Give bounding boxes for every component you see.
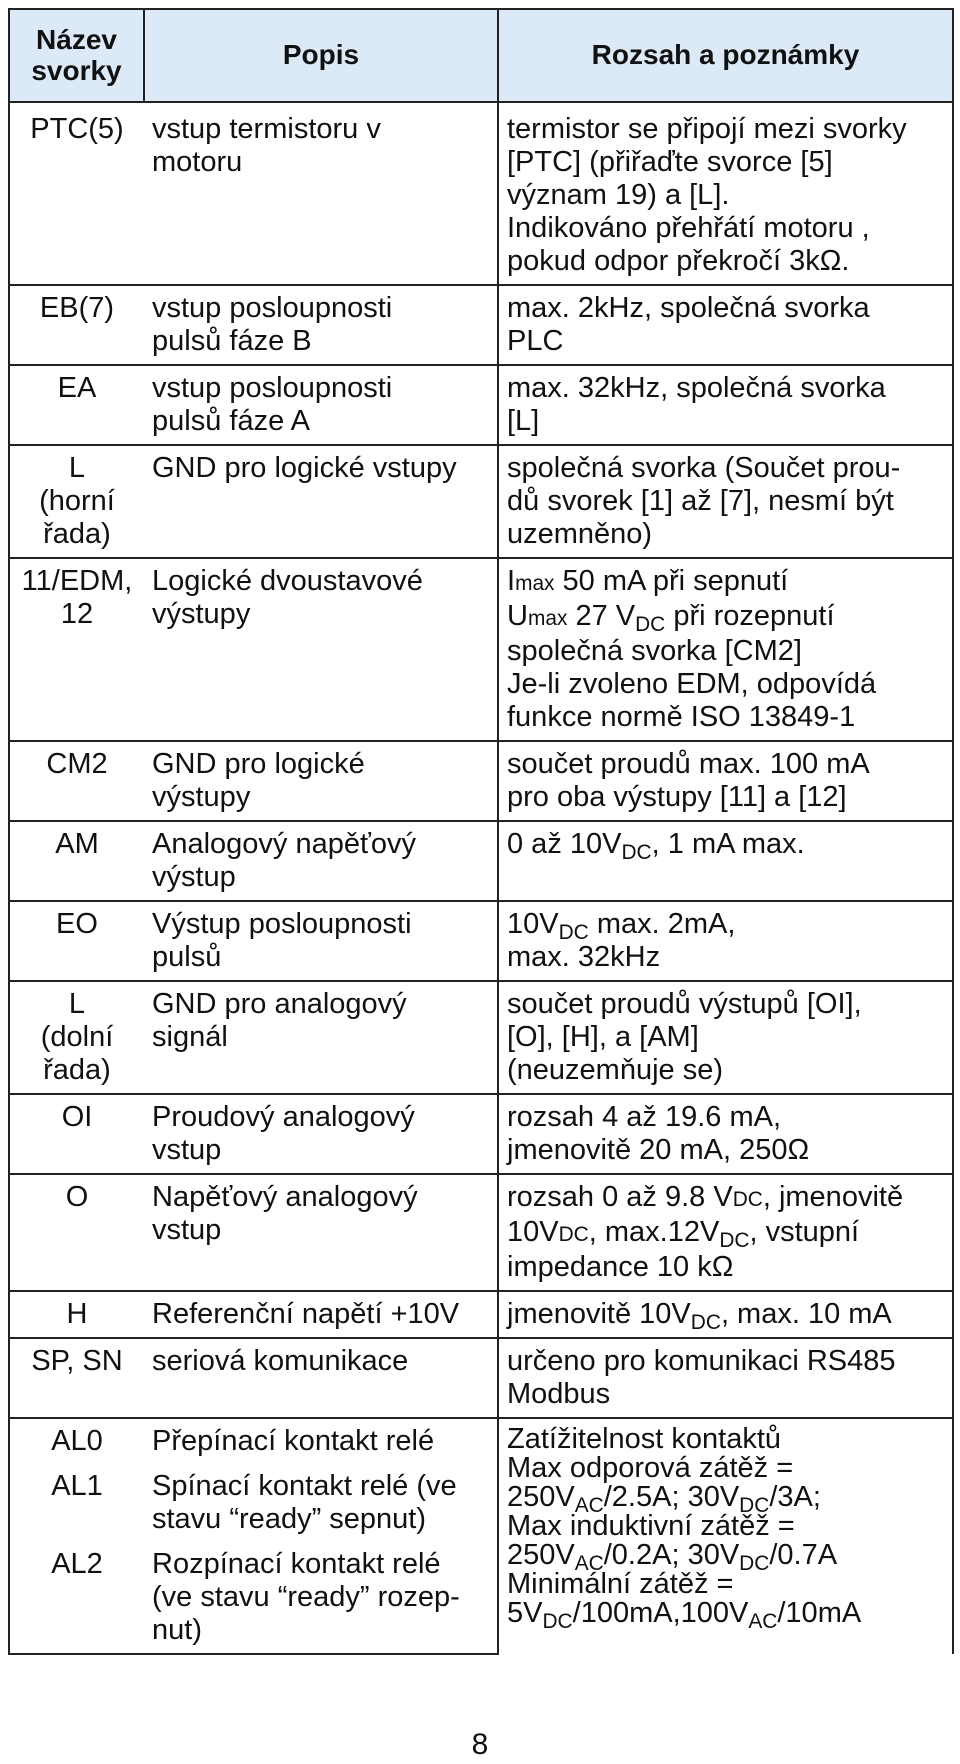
description-line: výstup — [152, 861, 236, 893]
terminal-name-line: (dolní — [40, 1021, 114, 1053]
range-line: Je-li zvoleno EDM, odpovídá — [507, 668, 877, 700]
range-line: max. 2kHz, společná svorka — [507, 292, 870, 324]
terminal-description — [144, 901, 498, 981]
terminal-description — [144, 445, 498, 558]
range-line: Modbus — [507, 1378, 611, 1410]
range-line: [L] — [507, 405, 540, 437]
terminal-description — [144, 981, 498, 1094]
range-line: uzemněno) — [507, 518, 653, 550]
range-line — [507, 565, 946, 600]
subscript: DC — [739, 1493, 770, 1517]
terminal-name — [9, 901, 144, 981]
table-row — [9, 445, 953, 558]
table-row — [9, 285, 953, 365]
terminal-name-line: 12 — [60, 598, 94, 630]
range-line: pokud odpor překročí 3kΩ. — [507, 245, 850, 277]
terminal-name-line: EB(7) — [39, 292, 115, 324]
range-line: PLC — [507, 325, 564, 357]
text-segment: jmenovitě 10V — [507, 1298, 691, 1330]
range-line: pro oba výstupy [11] a [12] — [507, 781, 847, 813]
text-segment: , max.12V — [588, 1216, 720, 1248]
text-segment: , 1 mA max. — [651, 828, 805, 860]
subscript: DC — [719, 1228, 750, 1252]
terminal-name — [9, 1174, 144, 1291]
page-number: 8 — [471, 1728, 489, 1761]
header-name-line: Název — [36, 23, 117, 55]
terminal-description — [144, 102, 498, 285]
table-row — [9, 821, 953, 901]
relay-rating-line — [507, 1481, 946, 1517]
description-line: Logické dvoustavové — [152, 565, 423, 597]
range-line — [507, 828, 946, 864]
description-line: Napěťový analogový — [152, 1181, 418, 1213]
description-line: vstup posloupnosti — [152, 292, 393, 324]
description-line: pulsů — [152, 941, 222, 973]
terminal-name — [9, 102, 144, 285]
text-segment: rozsah 0 až 9.8 V — [507, 1181, 733, 1213]
text-segment: 10V — [507, 1216, 559, 1248]
terminal-range-notes — [498, 1174, 953, 1291]
terminal-name — [9, 1542, 144, 1654]
text-segment: 10V — [507, 908, 559, 940]
terminal-description — [144, 558, 498, 741]
table-row — [9, 981, 953, 1094]
terminal-name — [9, 981, 144, 1094]
range-line — [507, 1298, 946, 1334]
terminal-name — [9, 741, 144, 821]
text-segment: /100mA,100V — [572, 1597, 749, 1629]
text-segment: /10mA — [777, 1597, 862, 1629]
description-line: Přepínací kontakt relé — [152, 1425, 435, 1457]
description-line: GND pro analogový — [152, 988, 407, 1020]
description-line: pulsů fáze B — [152, 325, 312, 357]
terminal-range-notes — [498, 365, 953, 445]
terminal-description — [144, 1542, 498, 1654]
description-line: nut) — [152, 1614, 202, 1646]
range-line — [507, 1216, 946, 1251]
header-row — [9, 9, 953, 102]
terminal-name-line: AL2 — [51, 1548, 103, 1580]
relay-rating-line: Max induktivní zátěž = — [507, 1510, 795, 1542]
terminal-name-line: PTC(5) — [30, 113, 124, 145]
terminal-name-line: O — [65, 1181, 89, 1213]
table-row — [9, 901, 953, 981]
description-line: Rozpínací kontakt relé — [152, 1548, 441, 1580]
description-line: výstupy — [152, 598, 251, 630]
terminal-range-notes — [498, 445, 953, 558]
subscript: max — [515, 572, 555, 595]
terminal-name — [9, 1291, 144, 1338]
subscript: DC — [542, 1609, 573, 1633]
terminal-description — [144, 365, 498, 445]
table-row — [9, 558, 953, 741]
relay-rating-line: Minimální zátěž = — [507, 1568, 734, 1600]
description-line: (ve stavu “ready” rozep- — [152, 1581, 460, 1613]
range-line: součet proudů výstupů [OI], — [507, 988, 862, 1020]
subscript: DC — [558, 920, 589, 944]
text-segment: 250V — [507, 1539, 575, 1571]
header-description: Popis — [144, 9, 498, 102]
subscript: DC — [732, 1188, 763, 1211]
table-row — [9, 1174, 953, 1291]
subscript: AC — [574, 1493, 604, 1517]
description-line: Výstup posloupnosti — [152, 908, 412, 940]
terminal-name-line: AL1 — [51, 1470, 103, 1502]
relay-rating-line: Max odporová zátěž = — [507, 1452, 794, 1484]
range-line: dů svorek [1] až [7], nesmí být — [507, 485, 894, 517]
table-row — [9, 1094, 953, 1174]
table-row — [9, 741, 953, 821]
description-line: vstup posloupnosti — [152, 372, 393, 404]
terminal-name — [9, 821, 144, 901]
subscript: max — [527, 607, 568, 630]
terminal-name-line: řada) — [43, 1054, 111, 1086]
description-line: motoru — [152, 146, 243, 178]
terminal-range-notes — [498, 102, 953, 285]
terminal-name — [9, 1418, 144, 1464]
terminal-description — [144, 1338, 498, 1418]
terminal-description — [144, 1418, 498, 1464]
relay-rating-line: Zatížitelnost kontaktů — [507, 1423, 782, 1455]
terminal-name — [9, 285, 144, 365]
subscript: AC — [574, 1551, 604, 1575]
terminal-name-line: L — [68, 988, 86, 1020]
range-line: [O], [H], a [AM] — [507, 1021, 699, 1053]
terminal-name-line: EA — [57, 372, 97, 404]
terminal-range-notes — [498, 1291, 953, 1338]
terminal-name — [9, 1464, 144, 1542]
text-segment: , vstupní — [749, 1216, 860, 1248]
description-line: Proudový analogový — [152, 1101, 415, 1133]
terminal-description — [144, 821, 498, 901]
text-segment: U — [507, 600, 528, 632]
description-line: vstup — [152, 1214, 222, 1246]
terminal-name — [9, 1094, 144, 1174]
terminal-name-line: OI — [61, 1101, 93, 1133]
terminal-description — [144, 1291, 498, 1338]
range-line — [507, 600, 946, 635]
terminal-name-line: řada) — [43, 518, 111, 550]
range-line: max. 32kHz, společná svorka — [507, 372, 886, 404]
terminal-description — [144, 1174, 498, 1291]
subscript: DC — [690, 1310, 721, 1334]
table-row — [9, 1338, 953, 1418]
relay-rating-line — [507, 1597, 946, 1633]
terminal-range-notes — [498, 821, 953, 901]
terminal-range-notes — [498, 1094, 953, 1174]
subscript: AC — [748, 1609, 778, 1633]
table-row — [9, 1418, 953, 1464]
terminal-name-line: CM2 — [46, 748, 108, 780]
text-segment: 250V — [507, 1481, 575, 1513]
description-line: Analogový napěťový — [152, 828, 417, 860]
table-row — [9, 1291, 953, 1338]
header-name — [9, 9, 144, 102]
description-line: stavu “ready” sepnut) — [152, 1503, 427, 1535]
range-line: jmenovitě 20 mA, 250Ω — [507, 1134, 810, 1166]
range-line: (neuzemňuje se) — [507, 1054, 723, 1086]
terminal-range-notes — [498, 981, 953, 1094]
range-line: Indikováno přehřátí motoru , — [507, 212, 870, 244]
terminal-name — [9, 558, 144, 741]
subscript: DC — [558, 1223, 589, 1246]
text-segment: 50 mA při sepnutí — [554, 565, 789, 597]
terminal-name — [9, 445, 144, 558]
terminal-name-line: EO — [56, 908, 98, 940]
range-line: impedance 10 kΩ — [507, 1251, 734, 1283]
header-range: Rozsah a poznámky — [498, 9, 953, 102]
text-segment: , max. 10 mA — [720, 1298, 892, 1330]
range-line: termistor se připojí mezi svorky — [507, 113, 907, 145]
description-line: výstupy — [152, 781, 251, 813]
text-segment: I — [507, 565, 516, 597]
terminal-range-notes — [498, 558, 953, 741]
description-line: seriová komunikace — [152, 1345, 409, 1377]
description-line: GND pro logické — [152, 748, 365, 780]
relay-rating-line — [507, 1539, 946, 1575]
text-segment: max. 2mA, — [588, 908, 736, 940]
terminal-name — [9, 365, 144, 445]
text-segment: 27 V — [567, 600, 636, 632]
range-line: společná svorka (Součet prou- — [507, 452, 901, 484]
range-line: význam 19) a [L]. — [507, 179, 730, 211]
description-line: signál — [152, 1021, 228, 1053]
description-line: Spínací kontakt relé (ve — [152, 1470, 457, 1502]
description-line: pulsů fáze A — [152, 405, 310, 437]
text-segment: , jmenovitě — [762, 1181, 904, 1213]
text-segment: 5V — [507, 1597, 543, 1629]
terminal-range-notes — [498, 1338, 953, 1418]
table-body — [9, 102, 953, 1654]
description-line: GND pro logické vstupy — [152, 452, 457, 484]
text-segment: /0.2A; 30V — [603, 1539, 740, 1571]
range-line: [PTC] (přiřaďte svorce [5] — [507, 146, 833, 178]
terminal-name-line: (horní — [39, 485, 115, 517]
range-line: rozsah 4 až 19.6 mA, — [507, 1101, 782, 1133]
text-segment: při rozepnutí — [665, 600, 835, 632]
terminal-name-line: L — [68, 452, 86, 484]
text-segment: /0.7A — [769, 1539, 838, 1571]
range-line: funkce normě ISO 13849-1 — [507, 701, 856, 733]
terminal-name-line: H — [66, 1298, 88, 1330]
terminal-name-line: AL0 — [51, 1425, 103, 1457]
terminal-spec-table — [8, 8, 954, 1655]
terminal-name-line: SP, SN — [31, 1345, 123, 1377]
terminal-description — [144, 741, 498, 821]
range-line — [507, 1181, 946, 1216]
range-line: max. 32kHz — [507, 941, 661, 973]
terminal-range-notes — [498, 285, 953, 365]
terminal-range-notes — [498, 901, 953, 981]
terminal-description — [144, 1464, 498, 1542]
table-row — [9, 365, 953, 445]
description-line: Referenční napětí +10V — [152, 1298, 460, 1330]
range-line: určeno pro komunikaci RS485 — [507, 1345, 896, 1377]
text-segment: 0 až 10V — [507, 828, 622, 860]
terminal-name-line: 11/EDM, — [21, 565, 133, 597]
range-line: společná svorka [CM2] — [507, 635, 802, 667]
description-line: vstup — [152, 1134, 222, 1166]
text-segment: /3A; — [769, 1481, 821, 1513]
text-segment: /2.5A; 30V — [603, 1481, 740, 1513]
subscript: DC — [635, 612, 666, 636]
terminal-name-line: AM — [55, 828, 99, 860]
subscript: DC — [621, 840, 652, 864]
description-line: vstup termistoru v — [152, 113, 381, 145]
relay-contact-ratings — [498, 1418, 953, 1654]
terminal-description — [144, 1094, 498, 1174]
header-name-line: svorky — [31, 54, 122, 86]
table-row — [9, 102, 953, 285]
range-line: součet proudů max. 100 mA — [507, 748, 870, 780]
subscript: DC — [739, 1551, 770, 1575]
range-line — [507, 908, 946, 944]
terminal-description — [144, 285, 498, 365]
terminal-name — [9, 1338, 144, 1418]
terminal-range-notes — [498, 741, 953, 821]
